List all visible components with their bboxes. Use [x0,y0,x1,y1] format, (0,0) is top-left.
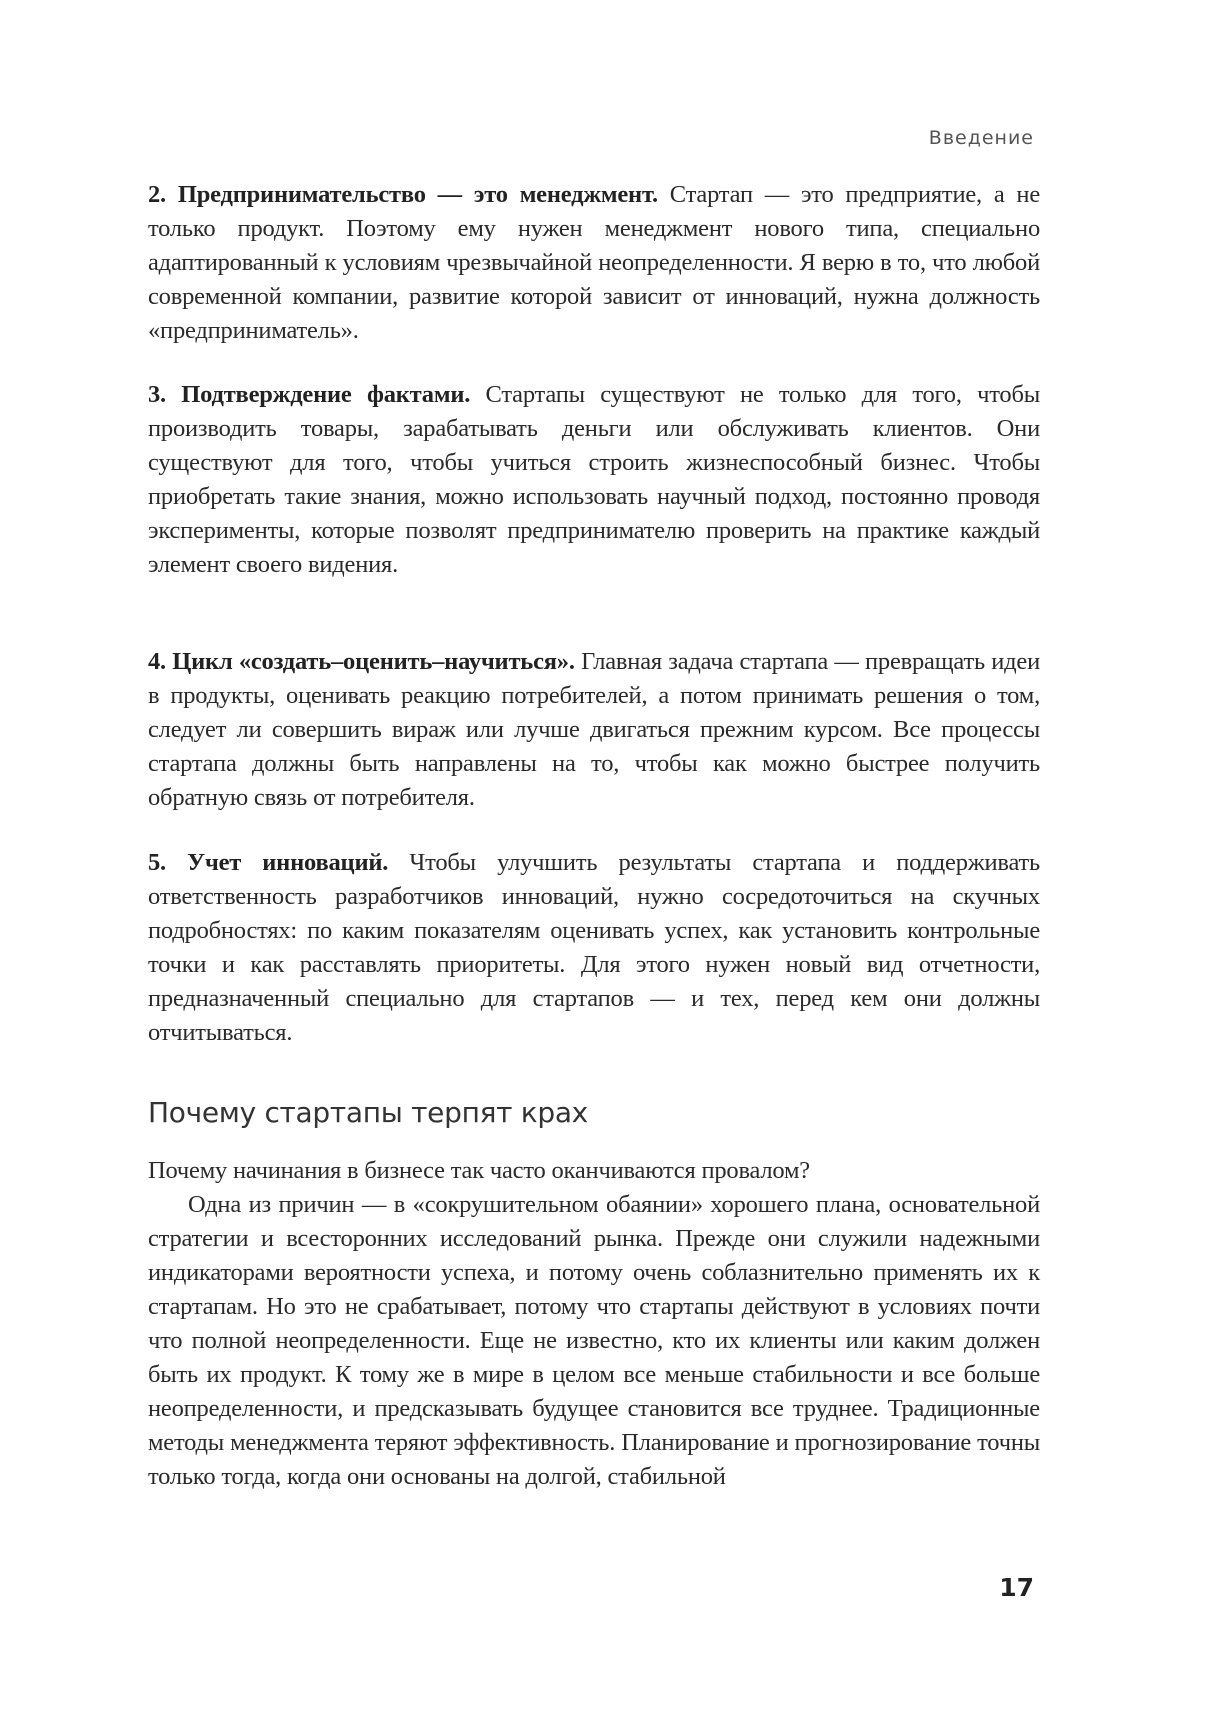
section-paragraph: Одна из причин — в «сокрушительном обаянии» хорошего плана, основательной стратегии и всесторонних исследований рынка. Прежде они служили надежными индикаторами вероятности успеха, и потому очень соблазнительно применять их к стартапам. Но это не срабатывает, потому что стартапы действуют в условиях почти что полной неопределенности. Еще не известно, кто их клиенты или каким должен быть их продукт. К тому же в мире в целом все меньше стабильности и все больше неопределенности, и предсказывать будущее становится все труднее. Традиционные методы менеджмента теряют эффективность. Планирование и прогнозирование точны только тогда, когда они основаны на долгой, стабильной [148,1191,1040,1490]
principle-text: Стартап — это предприятие, а не только продукт. Поэтому ему нужен менеджмент нового типа, специально адаптированный к условиям чрезвычайной неопределенности. Я верю в то, что любой современной компании, развитие которой зависит от инноваций, нужна должность «предприниматель». [148,181,1041,344]
section-body [148,1154,1040,1494]
principle-paragraph [148,846,1040,1050]
principle-item-5 [148,846,1040,1050]
principle-text: Главная задача стартапа — превращать идеи в продукты, оценивать реакцию потребителей, а потом принимать решения о том, следует ли совершить вираж или лучше двигаться прежним курсом. Все процессы стартапа должны быть направлены на то, чтобы как можно быстрее получить обратную связь от потребителя. [148,648,1040,811]
section-heading: Почему стартапы терпят крах [148,1096,588,1129]
principle-lead: 2. Предпринимательство — это менеджмент. [148,181,658,208]
principle-item-2 [148,178,1040,348]
principle-text: Чтобы улучшить результаты стартапа и поддерживать ответственность разработчиков инноваций, нужно сосредоточиться на скучных подробностях: по каким показателям оценивать успех, как установить контрольные точки и как расставлять приоритеты. Для этого нужен новый вид отчетности, предназначенный специально для стартапов — и тех, перед кем они должны отчитываться. [148,849,1040,1046]
page-number: 17 [999,1573,1034,1602]
section-question: Почему начинания в бизнесе так часто оканчиваются провалом? [148,1157,810,1184]
running-header: Введение [928,127,1034,149]
principle-paragraph [148,645,1040,815]
principle-item-4 [148,645,1040,815]
principle-paragraph [148,378,1040,582]
principle-lead: 4. Цикл «создать–оценить–научиться». [148,648,575,675]
principle-paragraph [148,178,1040,348]
principle-lead: 5. Учет инноваций. [148,849,389,876]
principle-lead: 3. Подтверждение фактами. [148,381,471,408]
principle-item-3 [148,378,1040,582]
principle-text: Стартапы существуют не только для того, чтобы производить товары, зарабатывать деньги или обслуживать клиентов. Они существуют для того, чтобы учиться строить жизнеспособный бизнес. Чтобы приобретать такие знания, можно использовать научный подход, постоянно проводя эксперименты, которые позволят предпринимателю проверить на практике каждый элемент своего видения. [148,381,1040,578]
